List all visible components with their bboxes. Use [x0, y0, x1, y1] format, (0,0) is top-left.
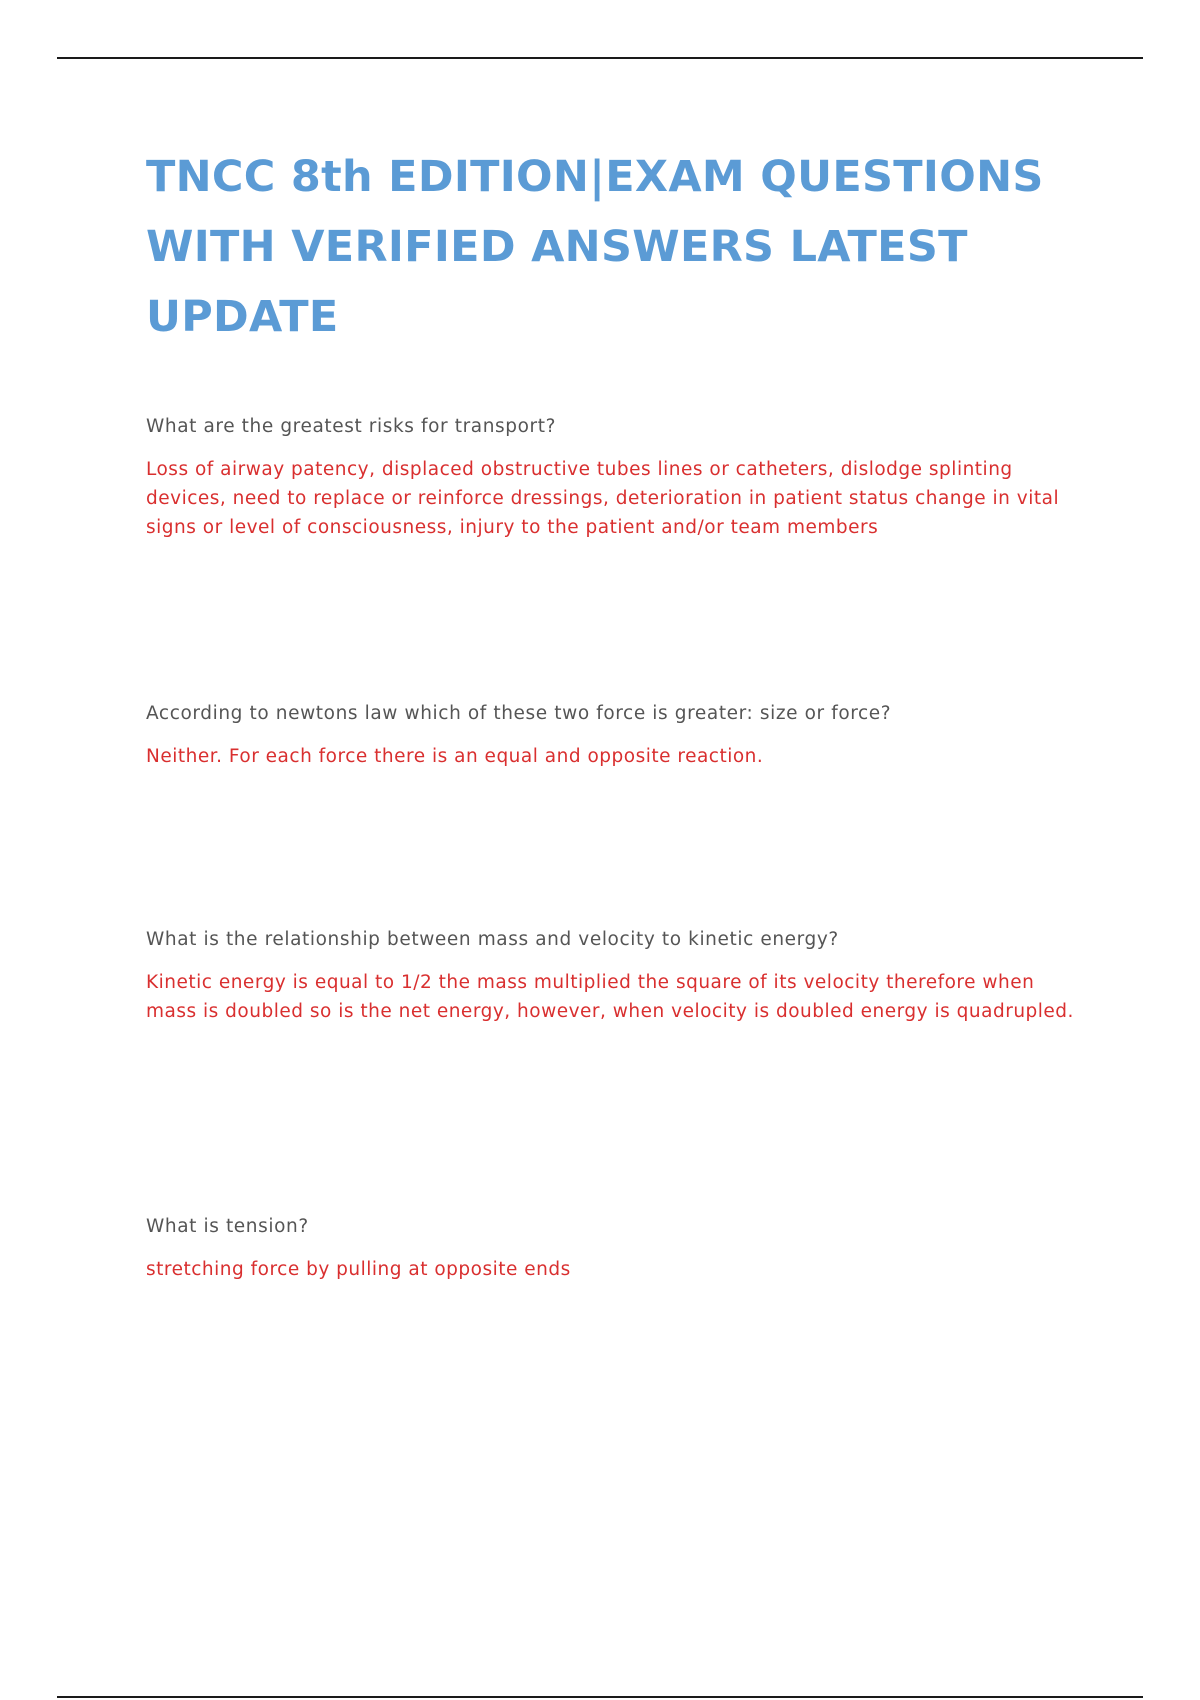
question-text: What are the greatest risks for transport? — [146, 416, 557, 437]
footer-rule — [57, 1696, 1143, 1698]
qa-item — [146, 1213, 1076, 1284]
question-text: According to newtons law which of these two force is greater: size or force? — [146, 703, 892, 724]
question-text: What is the relationship between mass and velocity to kinetic energy? — [146, 929, 839, 950]
qa-item — [146, 926, 1076, 1026]
answer-text: Loss of airway patency, displaced obstructive tubes lines or catheters, dislodge splinting devices, need to replace or reinforce dressings, deterioration in patient status change in vital signs or level of consciousness, injury to the patient and/or team members — [146, 459, 1060, 538]
qa-item — [146, 700, 1076, 771]
answer-text: Neither. For each force there is an equal and opposite reaction. — [146, 746, 764, 767]
question-text: What is tension? — [146, 1216, 309, 1237]
document-title: TNCC 8th EDITION|EXAM QUESTIONS WITH VERIFIED ANSWERS LATEST UPDATE — [146, 152, 1044, 342]
header-rule — [57, 57, 1143, 59]
qa-item — [146, 413, 1076, 542]
answer-text: stretching force by pulling at opposite ends — [146, 1259, 571, 1280]
answer-text: Kinetic energy is equal to 1/2 the mass multiplied the square of its velocity therefore when mass is doubled so is the net energy, however, when velocity is doubled energy is quadrupled. — [146, 972, 1074, 1022]
